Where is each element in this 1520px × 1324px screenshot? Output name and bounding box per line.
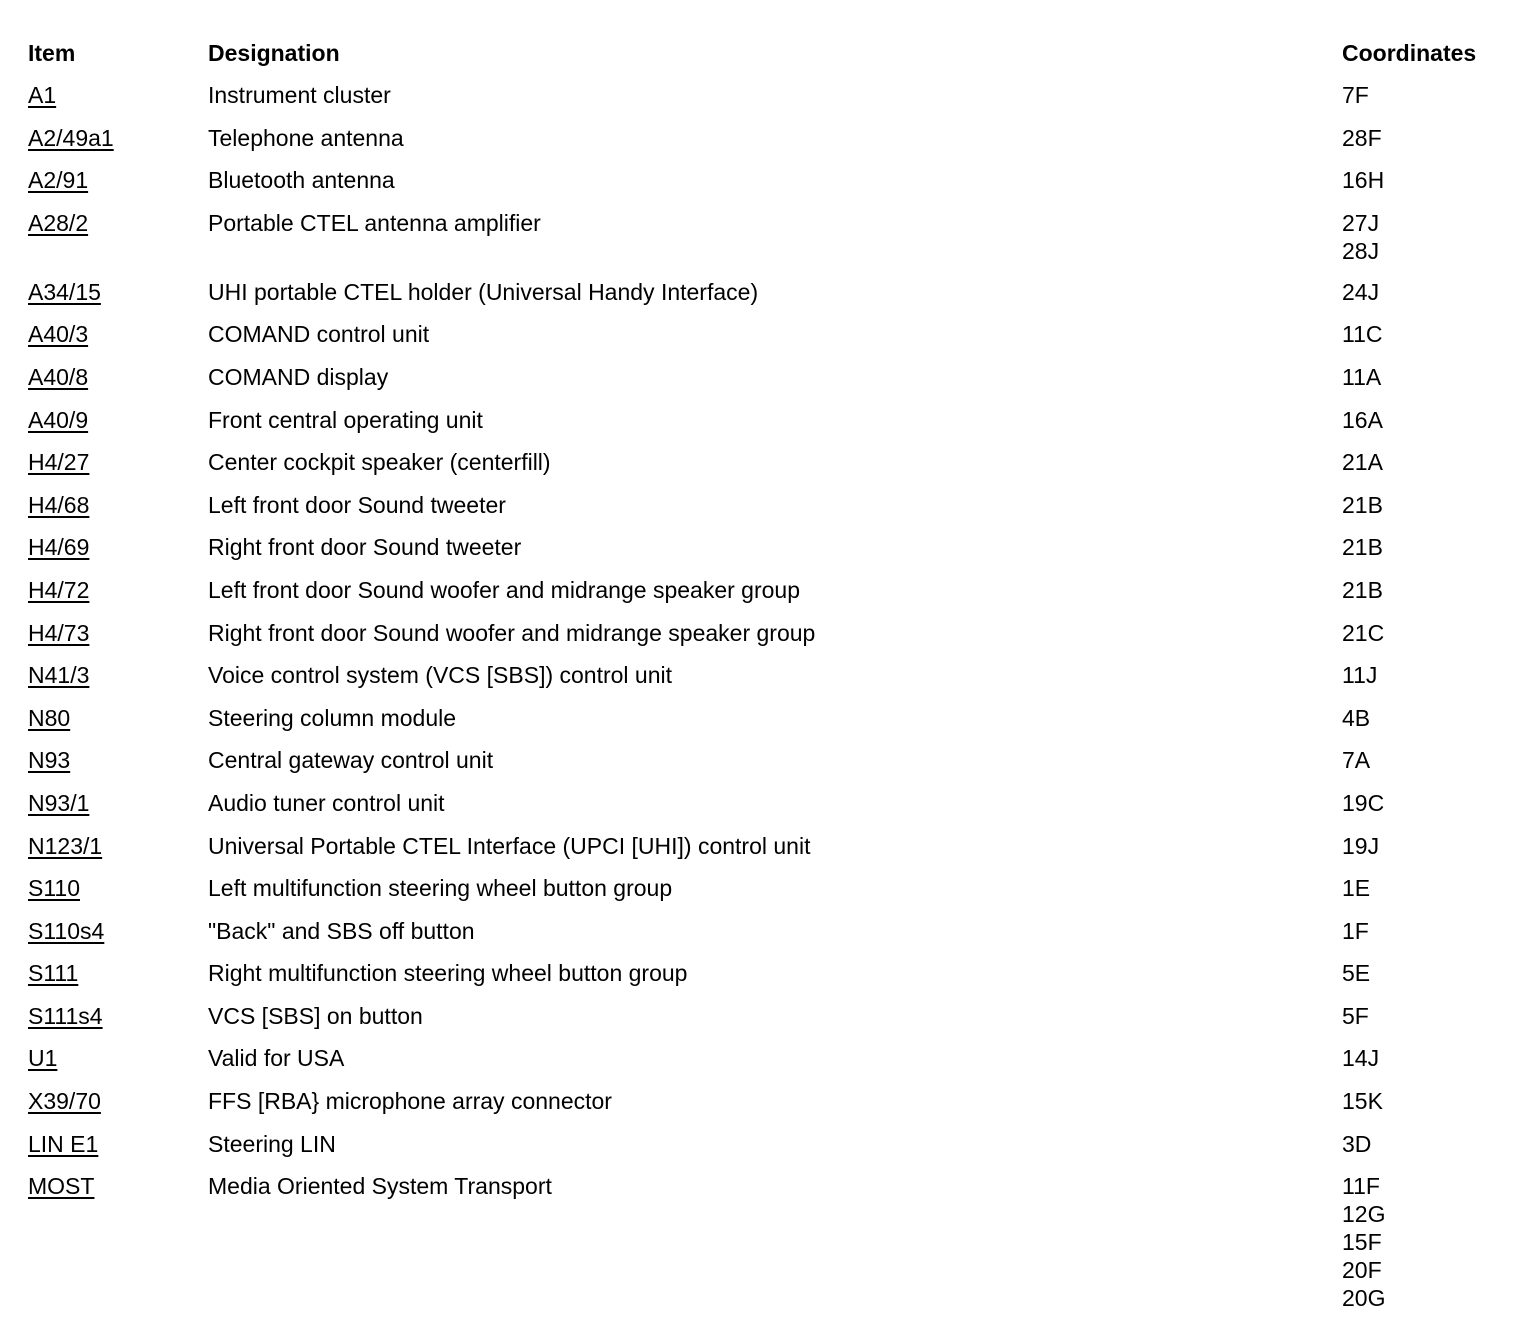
coordinate-value: 15K bbox=[1342, 1088, 1383, 1115]
item-cell bbox=[28, 619, 208, 647]
coordinates-cell bbox=[1342, 278, 1500, 306]
coordinates-cell bbox=[1342, 704, 1500, 732]
designation-cell: Right front door Sound woofer and midrange speaker group bbox=[208, 619, 816, 646]
coordinates-cell bbox=[1342, 209, 1500, 265]
designation-cell: FFS [RBA} microphone array connector bbox=[208, 1088, 612, 1115]
coordinate-value: 1F bbox=[1342, 917, 1369, 944]
component-legend-table bbox=[28, 32, 1500, 1318]
designation-cell: Bluetooth antenna bbox=[208, 167, 395, 194]
item-link[interactable]: H4/73 bbox=[28, 619, 90, 646]
coordinates-cell bbox=[1342, 1172, 1500, 1312]
coordinates-cell bbox=[1342, 576, 1500, 604]
coordinate-value: 20F bbox=[1342, 1257, 1382, 1284]
table-row bbox=[28, 1037, 1500, 1080]
item-cell bbox=[28, 1172, 208, 1200]
item-link[interactable]: H4/72 bbox=[28, 576, 90, 603]
coordinates-cell bbox=[1342, 661, 1500, 689]
coordinates-cell bbox=[1342, 1087, 1500, 1115]
coordinate-value: 11F bbox=[1342, 1173, 1380, 1200]
item-link[interactable]: A2/49a1 bbox=[28, 124, 114, 151]
coordinate-value: 21B bbox=[1342, 576, 1383, 603]
item-cell bbox=[28, 124, 208, 152]
table-row bbox=[28, 782, 1500, 825]
table-row bbox=[28, 484, 1500, 527]
item-cell bbox=[28, 832, 208, 860]
item-link[interactable]: A28/2 bbox=[28, 209, 89, 236]
coordinate-value: 7F bbox=[1342, 82, 1369, 108]
item-cell bbox=[28, 363, 208, 391]
coordinates-cell bbox=[1342, 746, 1500, 774]
coordinates-cell bbox=[1342, 124, 1500, 152]
designation-cell: Voice control system (VCS [SBS]) control unit bbox=[208, 662, 673, 689]
coordinate-value: 21A bbox=[1342, 449, 1383, 476]
table-row bbox=[28, 399, 1500, 442]
designation-cell: Left front door Sound woofer and midrange speaker group bbox=[208, 576, 800, 603]
item-link[interactable]: S110s4 bbox=[28, 917, 105, 944]
item-cell bbox=[28, 576, 208, 604]
table-header bbox=[28, 32, 1500, 74]
designation-cell: UHI portable CTEL holder (Universal Handy Interface) bbox=[208, 278, 759, 305]
coordinate-value: 11J bbox=[1342, 662, 1378, 689]
item-link[interactable]: N80 bbox=[28, 704, 71, 731]
item-cell bbox=[28, 1087, 208, 1115]
table-row bbox=[28, 952, 1500, 995]
designation-cell: Left multifunction steering wheel button group bbox=[208, 875, 673, 902]
coordinates-cell bbox=[1342, 406, 1500, 434]
designation-cell: Steering column module bbox=[208, 704, 457, 731]
coordinate-value: 1E bbox=[1342, 875, 1371, 902]
coordinates-cell bbox=[1342, 917, 1500, 945]
item-link[interactable]: S110 bbox=[28, 875, 81, 902]
item-link[interactable]: N93 bbox=[28, 747, 71, 774]
designation-cell: Telephone antenna bbox=[208, 124, 404, 151]
table-row bbox=[28, 1123, 1500, 1166]
designation-cell: Universal Portable CTEL Interface (UPCI [UHI]) control unit bbox=[208, 832, 811, 859]
item-cell bbox=[28, 874, 208, 902]
coordinate-value: 21B bbox=[1342, 534, 1383, 561]
item-cell bbox=[28, 81, 208, 109]
table-row bbox=[28, 356, 1500, 399]
designation-cell: Central gateway control unit bbox=[208, 747, 494, 774]
designation-cell: COMAND display bbox=[208, 363, 389, 390]
coordinate-value: 5E bbox=[1342, 960, 1371, 987]
table-row bbox=[28, 526, 1500, 569]
table-row bbox=[28, 654, 1500, 697]
table-row bbox=[28, 569, 1500, 612]
item-cell bbox=[28, 448, 208, 476]
item-link[interactable]: A40/3 bbox=[28, 321, 89, 348]
table-row bbox=[28, 697, 1500, 740]
table-row bbox=[28, 995, 1500, 1038]
coordinates-cell bbox=[1342, 832, 1500, 860]
item-link[interactable]: A1 bbox=[28, 82, 57, 108]
table-row bbox=[28, 910, 1500, 953]
coordinate-value: 11A bbox=[1342, 363, 1382, 390]
coordinate-value: 7A bbox=[1342, 747, 1371, 774]
item-cell bbox=[28, 406, 208, 434]
coordinate-value: 19C bbox=[1342, 789, 1385, 816]
item-cell bbox=[28, 746, 208, 774]
coordinates-cell bbox=[1342, 789, 1500, 817]
table-row bbox=[28, 612, 1500, 655]
designation-cell: Front central operating unit bbox=[208, 406, 483, 433]
coordinates-cell bbox=[1342, 959, 1500, 987]
coordinate-value: 21B bbox=[1342, 491, 1383, 518]
item-link[interactable]: N41/3 bbox=[28, 662, 90, 689]
item-link[interactable]: LIN E1 bbox=[28, 1130, 99, 1157]
coordinate-value: 21C bbox=[1342, 619, 1385, 646]
table-row bbox=[28, 202, 1500, 271]
designation-cell: Center cockpit speaker (centerfill) bbox=[208, 449, 551, 476]
designation-cell: COMAND control unit bbox=[208, 321, 430, 348]
table-row bbox=[28, 825, 1500, 868]
item-cell bbox=[28, 917, 208, 945]
designation-cell: Right multifunction steering wheel button group bbox=[208, 960, 688, 987]
item-link[interactable]: H4/27 bbox=[28, 449, 90, 476]
coordinate-value: 20G bbox=[1342, 1285, 1386, 1312]
table-body bbox=[28, 74, 1500, 1318]
coordinate-value: 28F bbox=[1342, 124, 1382, 151]
table-row bbox=[28, 1165, 1500, 1318]
designation-cell: Audio tuner control unit bbox=[208, 789, 445, 816]
coordinate-value: 4B bbox=[1342, 704, 1371, 731]
coordinate-value: 28J bbox=[1342, 237, 1380, 264]
coordinates-cell bbox=[1342, 874, 1500, 902]
item-link[interactable]: A2/91 bbox=[28, 167, 89, 194]
designation-cell: Instrument cluster bbox=[208, 82, 391, 108]
item-link[interactable]: H4/69 bbox=[28, 534, 90, 561]
table-row bbox=[28, 159, 1500, 202]
item-link[interactable]: N123/1 bbox=[28, 832, 103, 859]
coordinates-cell bbox=[1342, 1002, 1500, 1030]
designation-column-header: Designation bbox=[208, 39, 340, 66]
table-row bbox=[28, 74, 1500, 117]
table-row bbox=[28, 739, 1500, 782]
designation-cell: VCS [SBS] on button bbox=[208, 1002, 423, 1029]
designation-cell: Right front door Sound tweeter bbox=[208, 534, 522, 561]
coordinates-cell bbox=[1342, 619, 1500, 647]
item-link[interactable]: A40/8 bbox=[28, 363, 89, 390]
item-link[interactable]: S111s4 bbox=[28, 1002, 103, 1029]
coordinates-cell bbox=[1342, 81, 1500, 109]
item-cell bbox=[28, 789, 208, 817]
designation-cell: Media Oriented System Transport bbox=[208, 1173, 552, 1200]
coordinate-value: 19J bbox=[1342, 832, 1380, 859]
table-row bbox=[28, 441, 1500, 484]
table-row bbox=[28, 271, 1500, 314]
table-row bbox=[28, 117, 1500, 160]
coordinates-cell bbox=[1342, 320, 1500, 348]
coordinate-value: 16H bbox=[1342, 167, 1385, 194]
item-cell bbox=[28, 704, 208, 732]
item-link[interactable]: U1 bbox=[28, 1045, 58, 1072]
item-cell bbox=[28, 320, 208, 348]
item-column-header: Item bbox=[28, 39, 76, 66]
coordinates-cell bbox=[1342, 1130, 1500, 1158]
designation-cell: "Back" and SBS off button bbox=[208, 917, 475, 944]
coordinate-value: 27J bbox=[1342, 209, 1380, 236]
item-cell bbox=[28, 166, 208, 194]
item-link[interactable]: A40/9 bbox=[28, 406, 89, 433]
coordinates-column-header: Coordinates bbox=[1342, 39, 1477, 66]
designation-cell: Left front door Sound tweeter bbox=[208, 491, 506, 518]
item-link[interactable]: S111 bbox=[28, 960, 79, 987]
coordinate-value: 24J bbox=[1342, 278, 1380, 305]
coordinate-value: 15F bbox=[1342, 1229, 1382, 1256]
coordinates-cell bbox=[1342, 363, 1500, 391]
item-cell bbox=[28, 959, 208, 987]
item-cell bbox=[28, 661, 208, 689]
item-cell bbox=[28, 209, 208, 237]
item-cell bbox=[28, 1044, 208, 1072]
coordinate-value: 14J bbox=[1342, 1045, 1380, 1072]
item-cell bbox=[28, 491, 208, 519]
coordinates-cell bbox=[1342, 1044, 1500, 1072]
coordinate-value: 3D bbox=[1342, 1130, 1372, 1157]
coordinate-value: 11C bbox=[1342, 321, 1383, 348]
item-link[interactable]: N93/1 bbox=[28, 789, 90, 816]
designation-cell: Steering LIN bbox=[208, 1130, 336, 1157]
item-cell bbox=[28, 1130, 208, 1158]
item-link[interactable]: A34/15 bbox=[28, 278, 101, 305]
table-row bbox=[28, 867, 1500, 910]
coordinate-value: 5F bbox=[1342, 1002, 1369, 1029]
item-link[interactable]: H4/68 bbox=[28, 491, 90, 518]
item-cell bbox=[28, 278, 208, 306]
table-row bbox=[28, 1080, 1500, 1123]
item-cell bbox=[28, 1002, 208, 1030]
designation-cell: Portable CTEL antenna amplifier bbox=[208, 209, 541, 236]
coordinate-value: 16A bbox=[1342, 406, 1383, 433]
coordinates-cell bbox=[1342, 166, 1500, 194]
item-link[interactable]: MOST bbox=[28, 1173, 95, 1200]
coordinates-cell bbox=[1342, 448, 1500, 476]
coordinates-cell bbox=[1342, 491, 1500, 519]
coordinate-value: 12G bbox=[1342, 1201, 1386, 1228]
coordinates-cell bbox=[1342, 533, 1500, 561]
item-link[interactable]: X39/70 bbox=[28, 1088, 101, 1115]
table-row bbox=[28, 313, 1500, 356]
designation-cell: Valid for USA bbox=[208, 1045, 345, 1072]
item-cell bbox=[28, 533, 208, 561]
